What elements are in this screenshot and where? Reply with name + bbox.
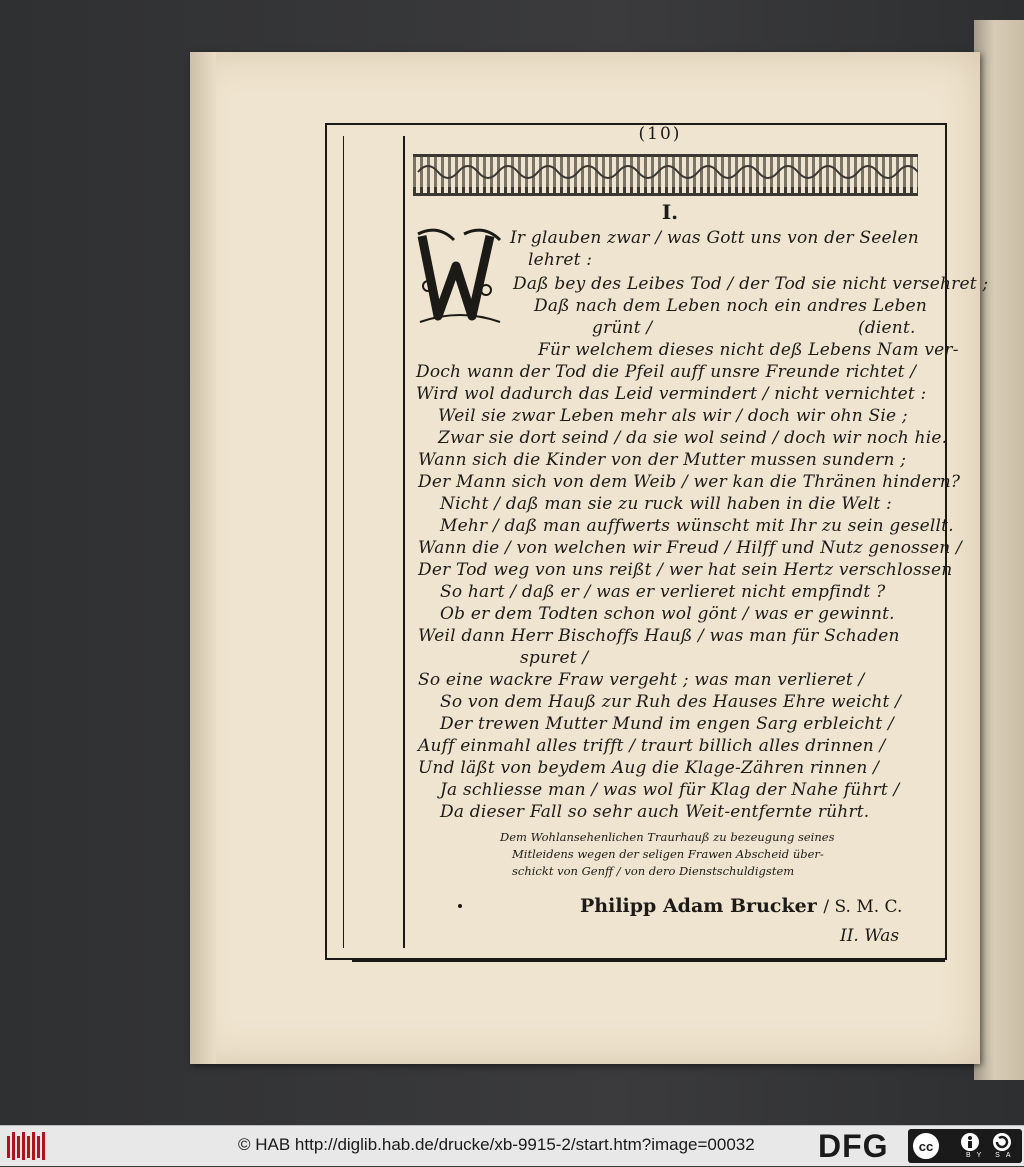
poem-line: Daß nach dem Leben noch ein andres Leben	[534, 296, 928, 316]
next-page-edge	[974, 20, 1024, 1080]
viewer-footer	[0, 1125, 1024, 1166]
frame-inner-rule	[403, 136, 405, 948]
poem-line: Daß bey des Leibes Tod / der Tod sie nicht versehret ;	[513, 274, 989, 294]
dedication-note-line: Mitleidens wegen der seligen Frawen Abscheid über-	[512, 847, 824, 861]
poem-line: spuret /	[520, 648, 589, 668]
poem-line: grünt /	[592, 318, 653, 338]
dedication-note-line: Dem Wohlansehenlichen Traurhauß zu bezeugung seines	[500, 830, 835, 844]
printer-mark	[458, 904, 462, 908]
page-number: (10)	[638, 124, 682, 144]
poem-line: (dient.	[858, 318, 916, 338]
poem-line: Doch wann der Tod die Pfeil auff unsre Freunde richtet /	[416, 362, 917, 382]
cc-license-text: BY SA	[966, 1152, 1017, 1159]
poem-line: Und läßt von beydem Aug die Klage-Zähren rinnen /	[418, 758, 880, 778]
poem-line: Da dieser Fall so sehr auch Weit-entfernte rührt.	[440, 802, 870, 822]
section-number: I.	[661, 200, 679, 224]
catchword: II. Was	[840, 926, 900, 946]
dfg-logo[interactable]: DFG	[818, 1128, 889, 1164]
signature-initials: / S. M. C.	[823, 897, 903, 917]
hab-logo-icon[interactable]	[6, 1130, 46, 1162]
copyright-link[interactable]: © HAB http://diglib.hab.de/drucke/xb-9915-2/start.htm?image=00032	[238, 1135, 755, 1154]
decorated-initial-w-icon	[416, 226, 504, 326]
signature	[580, 895, 902, 917]
poem-line: Der Tod weg von uns reißt / wer hat sein Hertz verschlossen	[418, 560, 953, 580]
dedication-note-line: schickt von Genff / von dero Dienstschuldigstem	[512, 864, 795, 878]
poem-line: Für welchem dieses nicht deß Lebens Nam ver-	[538, 340, 959, 360]
poem-line: Der Mann sich von dem Weib / wer kan die Thränen hindern?	[418, 472, 961, 492]
poem-line: Ir glauben zwar / was Gott uns von der Seelen	[510, 228, 919, 248]
frame-margin-line	[343, 136, 344, 948]
poem-line: Weil sie zwar Leben mehr als wir / doch wir ohn Sie ;	[438, 406, 908, 426]
poem-line: Wann sich die Kinder von der Mutter mussen sundern ;	[418, 450, 907, 470]
poem-line: Wird wol dadurch das Leid vermindert / nicht vernichtet :	[416, 384, 927, 404]
cc-license-badge[interactable]	[908, 1129, 1022, 1163]
frame-bottom-rule	[352, 960, 945, 962]
poem-line: So von dem Hauß zur Ruh des Hauses Ehre weicht /	[440, 692, 902, 712]
poem-line: Nicht / daß man sie zu ruck will haben in die Welt :	[440, 494, 892, 514]
page-gutter	[190, 52, 216, 1064]
poem-line: Weil dann Herr Bischoffs Hauß / was man für Schaden	[418, 626, 900, 646]
poem-line: Ja schliesse man / was wol für Klag der Nahe führt /	[440, 780, 900, 800]
poem-line: Wann die / von welchen wir Freud / Hilff und Nutz genossen /	[418, 538, 962, 558]
poem-line: lehret :	[528, 250, 593, 270]
poem-line: Der trewen Mutter Mund im engen Sarg erbleicht /	[440, 714, 894, 734]
poem-line: Auff einmahl alles trifft / traurt billich alles drinnen /	[418, 736, 886, 756]
poem-line: Zwar sie dort seind / da sie wol seind / doch wir noch hie.	[438, 428, 948, 448]
signature-name: Philipp Adam Brucker	[580, 895, 817, 917]
svg-text:cc: cc	[918, 1139, 934, 1154]
ornamental-band	[413, 154, 918, 196]
poem-line: So hart / daß er / was er verlieret nicht empfindt ?	[440, 582, 886, 602]
poem-line: Mehr / daß man auffwerts wünscht mit Ihr zu sein gesellt.	[440, 516, 954, 536]
poem-line: So eine wackre Fraw vergeht ; was man verlieret /	[418, 670, 865, 690]
poem-line: Ob er dem Todten schon wol gönt / was er gewinnt.	[440, 604, 895, 624]
